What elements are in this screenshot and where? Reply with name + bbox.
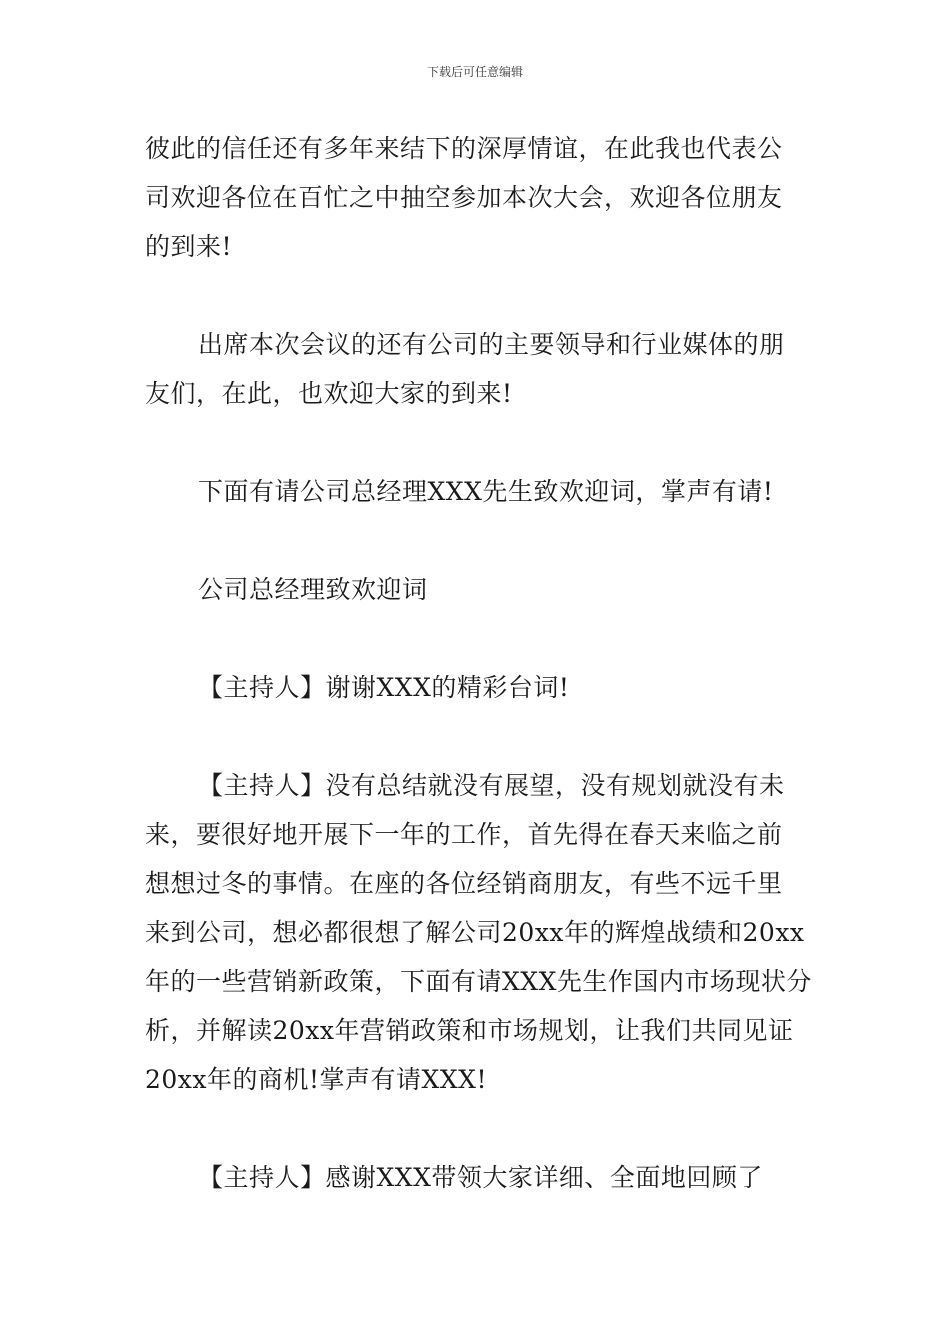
paragraph-host-market (145, 761, 810, 1104)
paragraph-line: 下面有请公司总经理XXX先生致欢迎词，掌声有请! (198, 477, 774, 506)
paragraph-line: 【主持人】感谢XXX带领大家详细、全面地回顾了 (198, 1163, 763, 1192)
paragraph-gap (145, 1104, 810, 1153)
paragraph-line: 析，并解读20xx年营销政策和市场规划，让我们共同见证 (145, 1016, 794, 1045)
paragraph-attendees (145, 320, 810, 418)
page-header-note: 下载后可任意编辑 (426, 65, 523, 79)
paragraph-line: 彼此的信任还有多年来结下的深厚情谊，在此我也代表公 (145, 134, 783, 163)
paragraph-line: 司欢迎各位在百忙之中抽空参加本次大会，欢迎各位朋友 (145, 183, 783, 212)
paragraph-welcome (145, 124, 810, 271)
paragraph-line: 【主持人】谢谢XXX的精彩台词! (198, 673, 570, 702)
paragraph-line: 来到公司，想必都很想了解公司20xx年的辉煌战绩和20xx (145, 918, 805, 947)
document-body (145, 124, 810, 1202)
paragraph-gap (145, 712, 810, 761)
paragraph-line: 【主持人】没有总结就没有展望，没有规划就没有未 (198, 771, 785, 800)
paragraph-line: 想想过冬的事情。在座的各位经销商朋友，有些不远千里 (145, 869, 783, 898)
paragraph-line: 20xx年的商机!掌声有请XXX! (145, 1065, 487, 1094)
paragraph-line: 公司总经理致欢迎词 (198, 575, 428, 604)
paragraph-line: 的到来! (145, 232, 233, 261)
paragraph-host-thanks (145, 663, 810, 712)
paragraph-gap (145, 418, 810, 467)
paragraph-manager-speech (145, 565, 810, 614)
paragraph-invite-manager (145, 467, 810, 516)
paragraph-gap (145, 516, 810, 565)
paragraph-line: 来，要很好地开展下一年的工作，首先得在春天来临之前 (145, 820, 783, 849)
paragraph-gap (145, 614, 810, 663)
paragraph-line: 年的一些营销新政策，下面有请XXX先生作国内市场现状分 (145, 967, 812, 996)
paragraph-gap (145, 271, 810, 320)
paragraph-line: 出席本次会议的还有公司的主要领导和行业媒体的朋 (198, 330, 785, 359)
paragraph-host-review (145, 1153, 810, 1202)
paragraph-line: 友们，在此，也欢迎大家的到来! (145, 379, 513, 408)
